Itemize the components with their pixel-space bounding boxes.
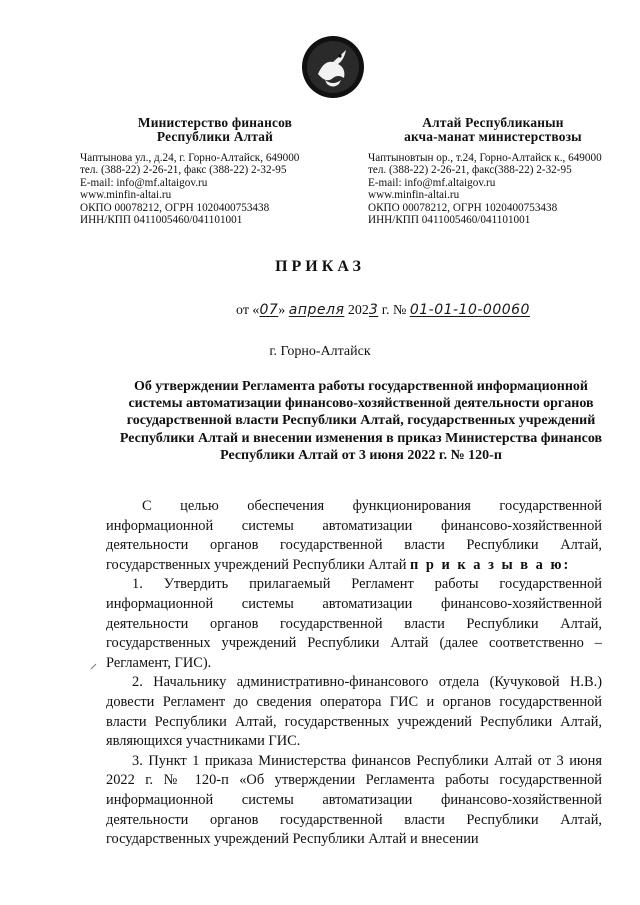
paragraph-item-2: 2. Начальнику административно-финансового отдела (Кучуковой Н.В.) довести Регламент до сведения оператора ГИС и органов государственной власти Республики Алтай, государственных учреждений Республики Алтай, являющихся участниками ГИС. <box>106 674 602 750</box>
phone-left: тел. (388-22) 2-26-21, факс (388-22) 2-32-95 <box>80 164 287 177</box>
paragraph-item-3: 3. Пункт 1 приказа Министерства финансов Республики Алтай от 3 июня 2022 г. № 120-п «Об утверждении Регламента работы государственной информационной системы автоматизации финансово-хозяйственной деятельности органов государственной власти Республики Алтай, государственных учреждений Республики Алтай и внесении <box>106 752 602 848</box>
inn-right: ИНН/КПП 0411005460/041101001 <box>368 214 531 227</box>
paragraph-item-1: 1. Утвердить прилагаемый Регламент работы государственной информационной системы автоматизации финансово-хозяйственной деятельности органов государственной власти Республики Алтай, государственных учреждений Республики Алтай (далее соответственно – Регламент, ГИС). <box>106 576 602 671</box>
handwritten-month: апреля <box>288 302 345 318</box>
website-right: www.minfin-altai.ru <box>368 189 460 202</box>
inn-left: ИНН/КПП 0411005460/041101001 <box>80 214 243 227</box>
website-left: www.minfin-altai.ru <box>80 189 172 202</box>
header-left-block <box>80 116 350 226</box>
phone-right: тел. (388-22) 2-26-21, факс(388-22) 2-32-95 <box>368 164 572 177</box>
handwritten-day: 07 <box>259 302 279 318</box>
coat-of-arms-emblem <box>300 34 366 100</box>
order-keyword: п р и к а з ы в а ю: <box>410 556 571 573</box>
document-title: ПРИКАЗ <box>275 258 365 275</box>
handwritten-order-number: 01-01-10-00060 <box>409 302 530 318</box>
email-left: E-mail: info@mf.altaigov.ru <box>80 176 208 189</box>
address-left: Чаптынова ул., д.24, г. Горно-Алтайск, 649000 <box>80 152 300 164</box>
order-subject: Об утверждении Регламента работы государственной информационной системы автоматизации финансово-хозяйственной деятельности органов государственной власти Республики Алтай, государственных учреждений Республики Алтай и внесении изменения в приказ Министерства финансов Республики Алтай от 3 июня 2022 г. № 120-п <box>119 379 603 463</box>
city-line: г. Горно-Алтайск <box>269 344 371 359</box>
paragraph-preamble: С целью обеспечения функционирования государственной информационной системы автоматизации финансово-хозяйственной деятельности органов государственной власти Республики Алтай, государственных учреждений Республики Алтай п р и к а з ы в а ю: <box>106 498 602 573</box>
date-number-line: от «07» апреля 2023 г. № 01-01-10-00060 <box>236 302 530 318</box>
org-name-russian: Министерство финансов Республики Алтай <box>137 115 293 144</box>
order-body <box>106 497 602 850</box>
address-right: Чаптыновтын ор., т.24, Горно-Алтайск к., 649000 <box>368 152 602 164</box>
contacts-left <box>80 152 350 226</box>
okpo-left: ОКПО 00078212, ОГРН 1020400753438 <box>80 201 270 214</box>
org-name-altai: Алтай Республиканын акча-манат министерствозы <box>404 115 582 144</box>
handwritten-year-digit: 3 <box>368 302 379 318</box>
contacts-right <box>368 152 618 226</box>
email-right: E-mail: info@mf.altaigov.ru <box>368 176 496 189</box>
header-right-block <box>368 116 618 226</box>
okpo-right: ОКПО 00078212, ОГРН 1020400753438 <box>368 201 558 214</box>
margin-mark <box>90 662 98 673</box>
